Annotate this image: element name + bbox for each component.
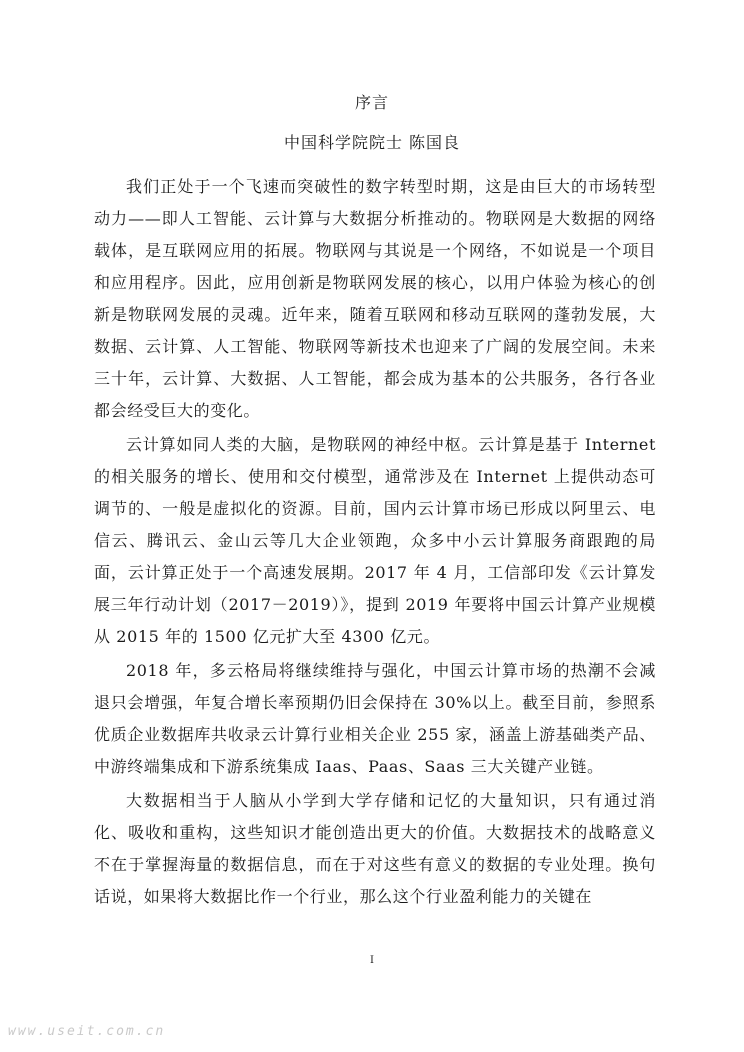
paragraph-1: 我们正处于一个飞速而突破性的数字转型时期，这是由巨大的市场转型动力——即人工智能、云计算与大数据分析推动的。物联网是大数据的网络载体，是互联网应用的拓展。物联网与其说是一个网络，不如说是一个项目和应用程序。因此，应用创新是物联网发展的核心，以用户体验为核心的创新是物联网发展的灵魂。近年来，随着互联网和移动互联网的蓬勃发展，大数据、云计算、人工智能、物联网等新技术也迎来了广阔的发展空间。未来三十年，云计算、大数据、人工智能，都会成为基本的公共服务，各行各业都会经受巨大的变化。 xyxy=(94,177,656,420)
page-number: I xyxy=(370,955,374,966)
paragraph-2: 云计算如同人类的大脑，是物联网的神经中枢。云计算是基于 Internet 的相关服务的增长、使用和交付模型，通常涉及在 Internet 上提供动态可调节的、一般是虚拟化的资源。目前，国内云计算市场已形成以阿里云、电信云、腾讯云、金山云等几大企业领跑，众多中小云计算服务商跟跑的局面，云计算正处于一个高速发展期。2017 年 4 月，工信部印发《云计算发展三年行动计划（2017－2019）》，提到 2019 年要将中国云计算产业规模从 2015 年的 1500 亿元扩大至 4300 亿元。 xyxy=(94,435,656,646)
body-text xyxy=(94,171,656,913)
paragraph-3: 2018 年，多云格局将继续维持与强化，中国云计算市场的热潮不会减退只会增强，年复合增长率预期仍旧会保持在 30%以上。截至目前，参照系优质企业数据库共收录云计算行业相关企业 255 家，涵盖上游基础类产品、中游终端集成和下游系统集成 Iaas、Paas、Saas 三大关键产业链。 xyxy=(94,661,656,776)
paragraph-4: 大数据相当于人脑从小学到大学存储和记忆的大量知识，只有通过消化、吸收和重构，这些知识才能创造出更大的价值。大数据技术的战略意义不在于掌握海量的数据信息，而在于对这些有意义的数据的专业处理。换句话说，如果将大数据比作一个行业，那么这个行业盈利能力的关键在 xyxy=(94,791,656,906)
watermark: www.useit.com.cn xyxy=(8,1024,166,1039)
author-line: 中国科学院院士 陈国良 xyxy=(283,133,461,152)
page-title: 序言 xyxy=(354,93,389,112)
